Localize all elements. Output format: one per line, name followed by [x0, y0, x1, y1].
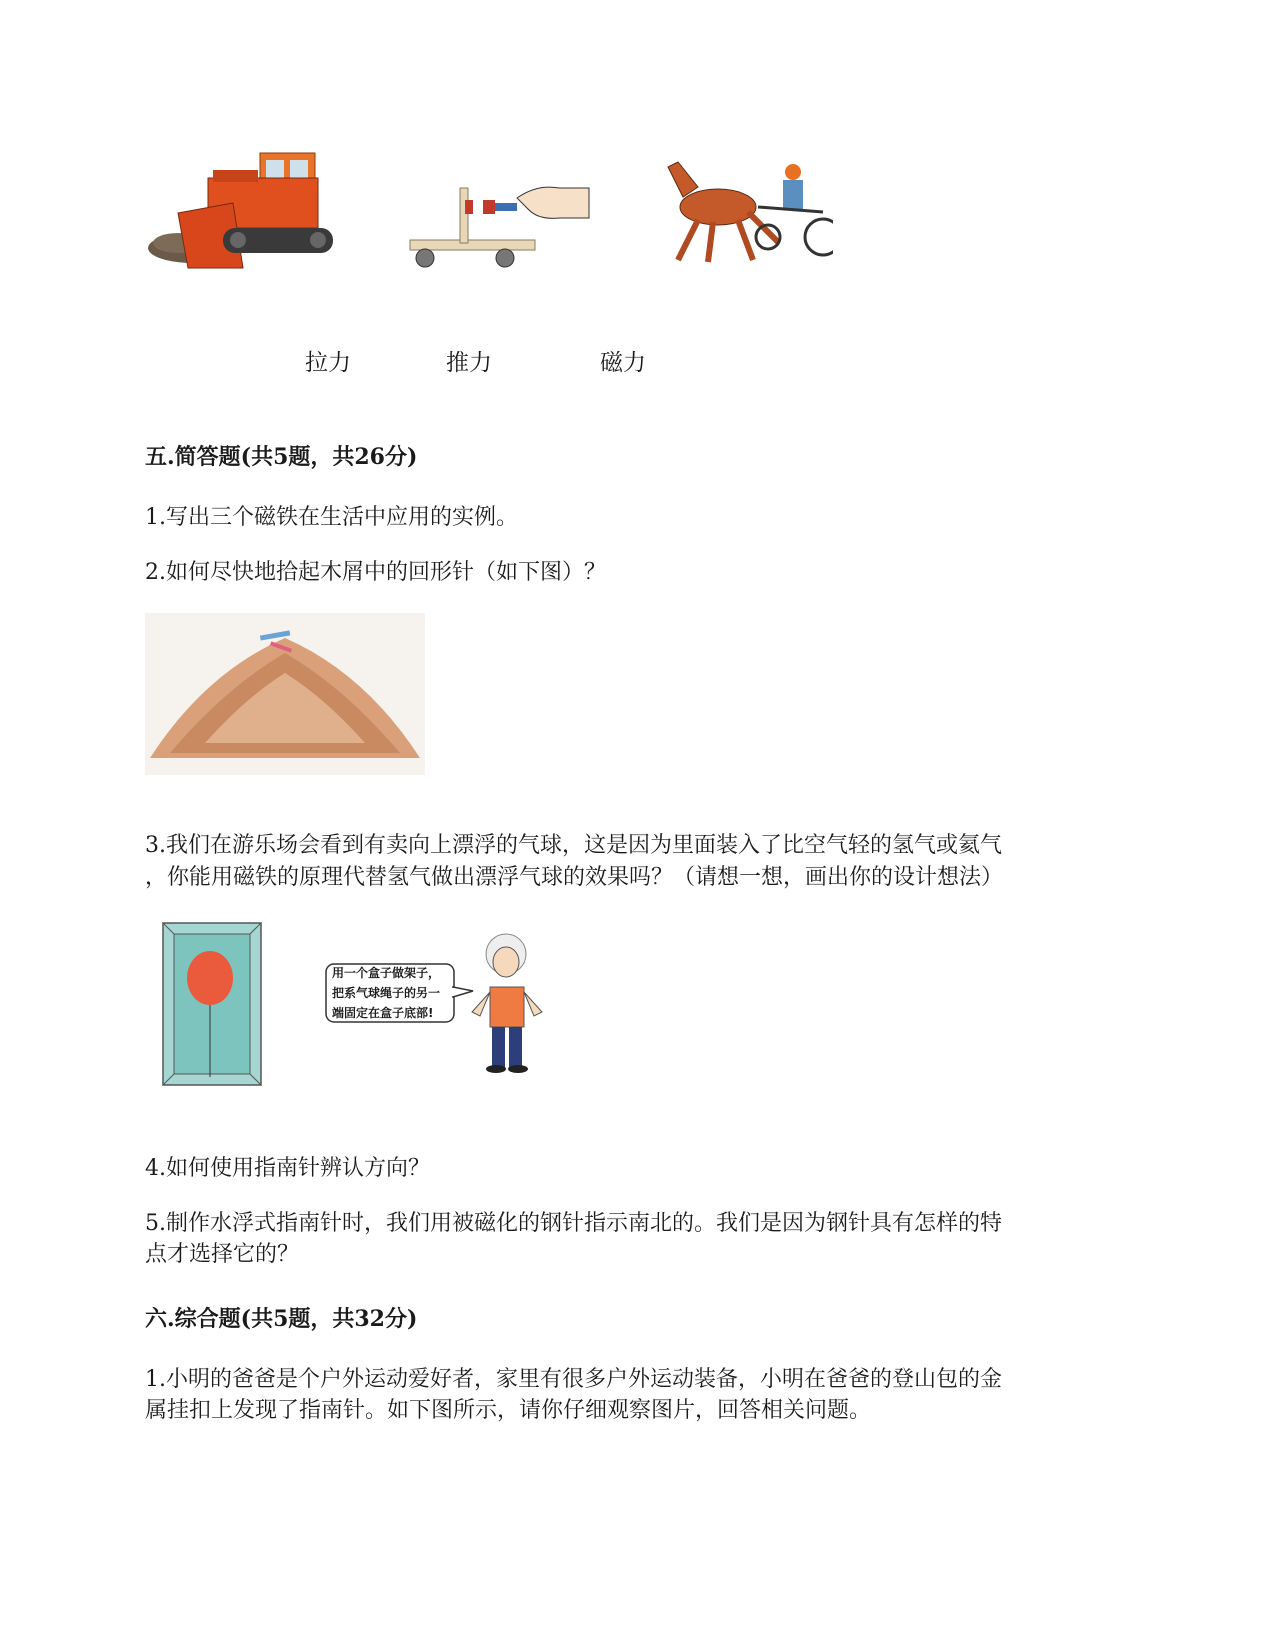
question-5-2: 2.如何尽快地拾起木屑中的回形针（如下图）？: [145, 560, 606, 585]
label-magnetic-force: 磁力: [600, 350, 646, 376]
balloon-box-illustration: [162, 922, 262, 1087]
section-five-title: 五.简答题(共5题，共26分): [145, 444, 418, 470]
question-5-5-line2: 点才选择它的？: [145, 1242, 300, 1267]
question-6-1-line1: 1.小明的爸爸是个户外运动爱好者，家里有很多户外运动装备，小明在爸爸的登山包的金: [145, 1367, 1002, 1392]
speech-bubble: [325, 963, 456, 1023]
speech-line-1: 用一个盒子做架子，: [332, 966, 441, 980]
bulldozer-illustration: [148, 148, 338, 273]
label-push-force: 推力: [446, 350, 492, 376]
speech-line-2: 把系气球绳子的另一: [332, 986, 441, 1000]
question-6-1-line2: 属挂扣上发现了指南针。如下图所示，请你仔细观察图片，回答相关问题。: [145, 1398, 872, 1423]
label-pull-force: 拉力: [305, 350, 351, 376]
question-5-3-line1: 3.我们在游乐场会看到有卖向上漂浮的气球，这是因为里面装入了比空气轻的氢气或氦气: [145, 833, 1002, 858]
section-six-title: 六.综合题(共5题，共32分): [145, 1306, 418, 1332]
wood-shavings-photo: [145, 613, 425, 775]
question-5-5-line1: 5.制作水浮式指南针时，我们用被磁化的钢针指示南北的。我们是因为钢针具有怎样的特: [145, 1211, 1002, 1236]
push-cart-illustration: [405, 178, 590, 273]
question-5-4: 4.如何使用指南针辨认方向？: [145, 1156, 430, 1181]
question-5-1: 1.写出三个磁铁在生活中应用的实例。: [145, 505, 518, 530]
scientist-character: [468, 932, 548, 1077]
horse-cart-illustration: [663, 152, 833, 272]
speech-line-3: 端固定在盒子底部!: [332, 1006, 434, 1020]
question-5-3-line2: ，你能用磁铁的原理代替氢气做出漂浮气球的效果吗？（请想一想，画出你的设计想法）: [145, 865, 1004, 890]
